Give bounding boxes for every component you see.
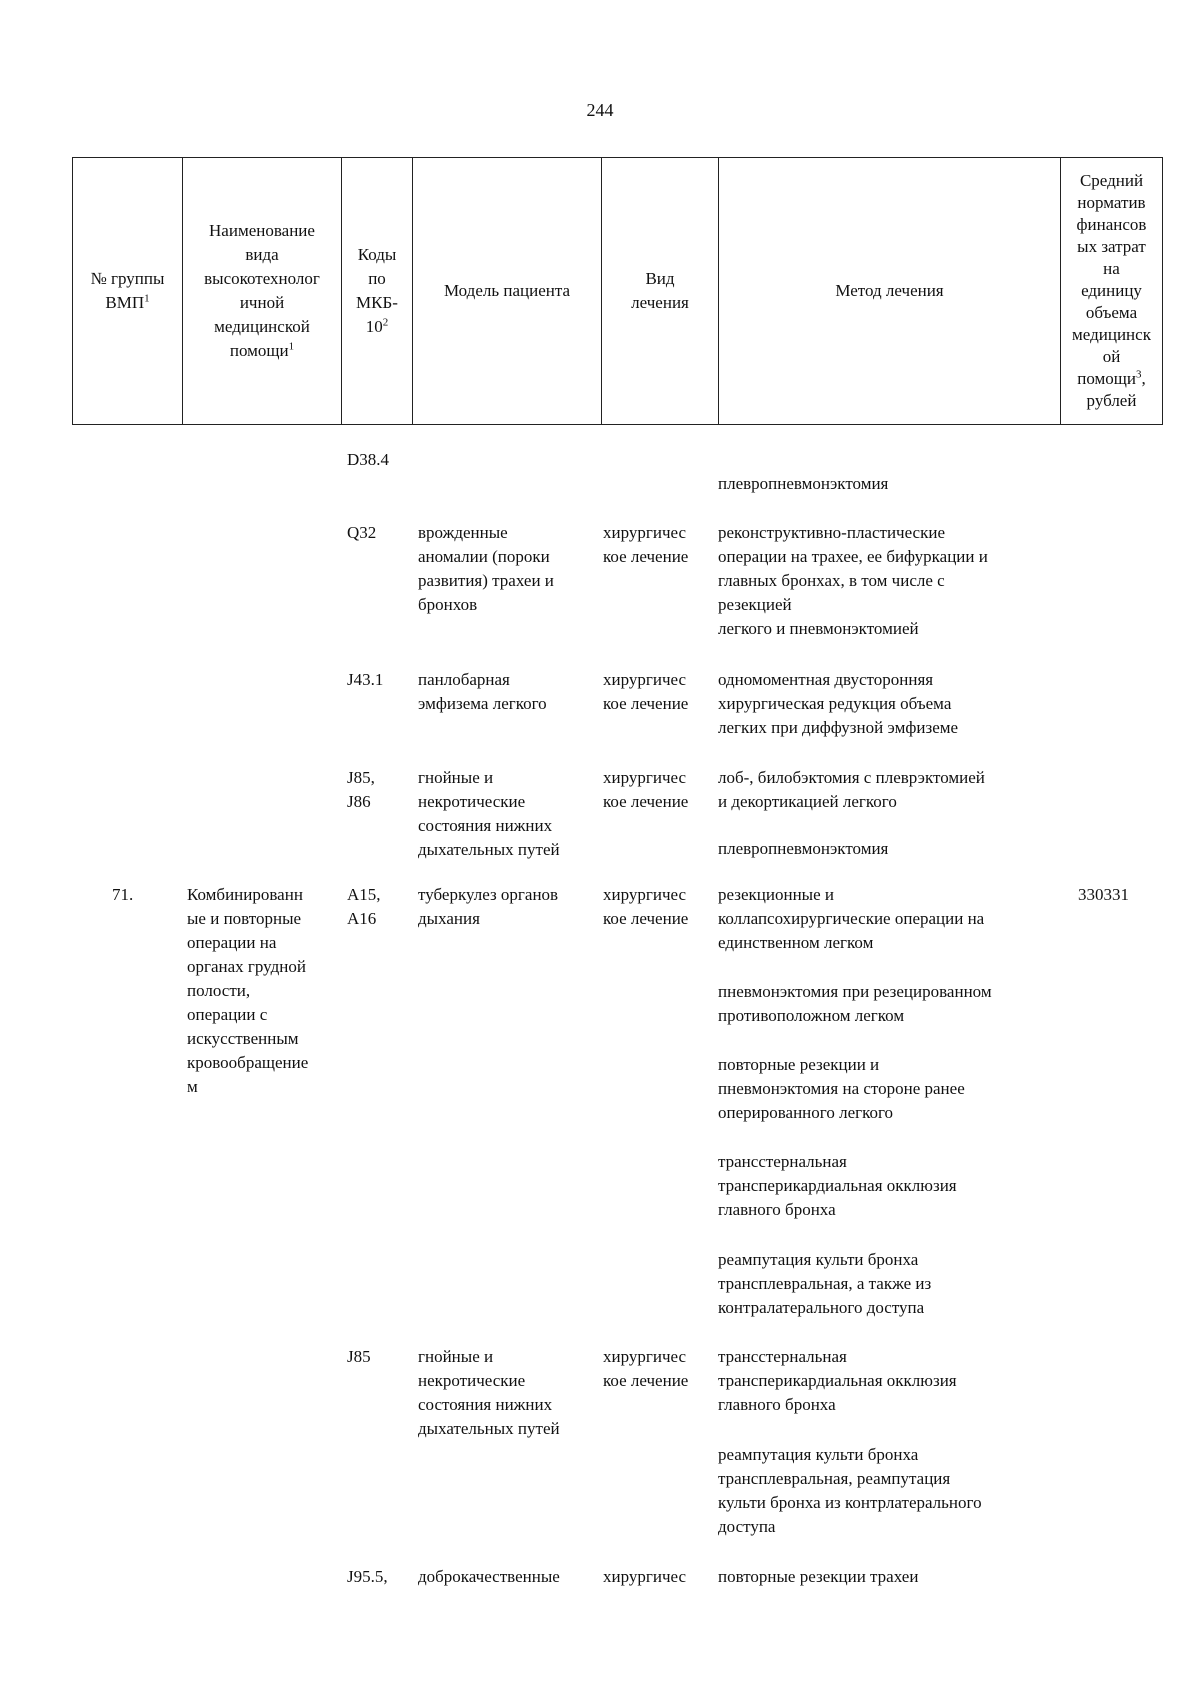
treatment-method: реконструктивно-пластические операции на трахее, ее бифуркации и главных бронхах, в том числе с резекцией легкого и пневмонэктомией bbox=[718, 523, 988, 638]
treatment-method: плевропневмонэктомия bbox=[718, 474, 889, 493]
treatment-type: хирургичес кое лечение bbox=[603, 768, 689, 811]
treatment-method: пневмонэктомия при резецированном противоположном легком bbox=[718, 982, 992, 1025]
care-type-name: Комбинированн ые и повторные операции на органах грудной полости, операции с искусственным кровообращение м bbox=[187, 885, 309, 1096]
header-patient-model: Модель пациента bbox=[413, 158, 602, 425]
average-cost: 330331 bbox=[1078, 885, 1129, 904]
header-icd-codes: Коды по МКБ- $10^2$ bbox=[342, 158, 413, 425]
treatment-method: повторные резекции трахеи bbox=[718, 1567, 919, 1586]
page-number: 244 bbox=[586, 100, 614, 120]
header-treatment-method: Метод лечения bbox=[719, 158, 1061, 425]
treatment-method: повторные резекции и пневмонэктомия на стороне ранее оперированного легкого bbox=[718, 1055, 965, 1122]
icd-code: D38.4 bbox=[347, 450, 390, 469]
table-header bbox=[72, 157, 1163, 425]
treatment-type: хирургичес кое лечение bbox=[603, 523, 689, 566]
icd-code: J85, J86 bbox=[347, 768, 375, 811]
treatment-method: трансстернальная трансперикардиальная окклюзия главного бронха bbox=[718, 1152, 957, 1219]
treatment-method: трансстернальная трансперикардиальная окклюзия главного бронха bbox=[718, 1347, 957, 1414]
icd-code: J85 bbox=[347, 1347, 371, 1366]
patient-model: панлобарная эмфизема легкого bbox=[418, 670, 547, 713]
treatment-type: хирургичес кое лечение bbox=[603, 1347, 689, 1390]
patient-model: гнойные и некротические состояния нижних дыхательных путей bbox=[418, 1347, 560, 1438]
treatment-method: реампутация культи бронха трансплевральная, реампутация культи бронха из контрлатерального доступа bbox=[718, 1445, 982, 1536]
treatment-method: резекционные и коллапсохирургические операции на единственном легком bbox=[718, 885, 985, 952]
header-care-type: Наименование вида высокотехнолог ичной медицинской помощи$^1$ bbox=[183, 158, 342, 425]
treatment-type: хирургичес bbox=[603, 1567, 687, 1586]
icd-code: Q32 bbox=[347, 523, 377, 542]
treatment-method: одномоментная двусторонняя хирургическая редукция объема легких при диффузной эмфиземе bbox=[718, 670, 959, 737]
treatment-method: плевропневмонэктомия bbox=[718, 839, 889, 858]
patient-model: туберкулез органов дыхания bbox=[418, 885, 559, 928]
treatment-type: хирургичес кое лечение bbox=[603, 670, 689, 713]
treatment-method: лоб-, билобэктомия с плеврэктомией и декортикацией легкого bbox=[718, 768, 985, 811]
patient-model: доброкачественные bbox=[418, 1567, 560, 1586]
patient-model: гнойные и некротические состояния нижних дыхательных путей bbox=[418, 768, 560, 859]
header-group-number: № группы ВМП$^1$ bbox=[73, 158, 183, 425]
patient-model: врожденные аномалии (пороки развития) трахеи и бронхов bbox=[418, 523, 554, 614]
header-treatment-type: Вид лечения bbox=[602, 158, 719, 425]
treatment-type: хирургичес кое лечение bbox=[603, 885, 689, 928]
header-average-cost: Средний норматив финансов ых затрат на единицу объема медицинск ой помощи$^3$, рублей bbox=[1061, 158, 1163, 425]
icd-code: J43.1 bbox=[347, 670, 384, 689]
group-number: 71. bbox=[112, 885, 134, 904]
treatment-method: реампутация культи бронха трансплевральная, а также из контралатерального доступа bbox=[718, 1250, 932, 1317]
icd-code: A15, A16 bbox=[347, 885, 381, 928]
icd-code: J95.5, bbox=[347, 1567, 388, 1586]
